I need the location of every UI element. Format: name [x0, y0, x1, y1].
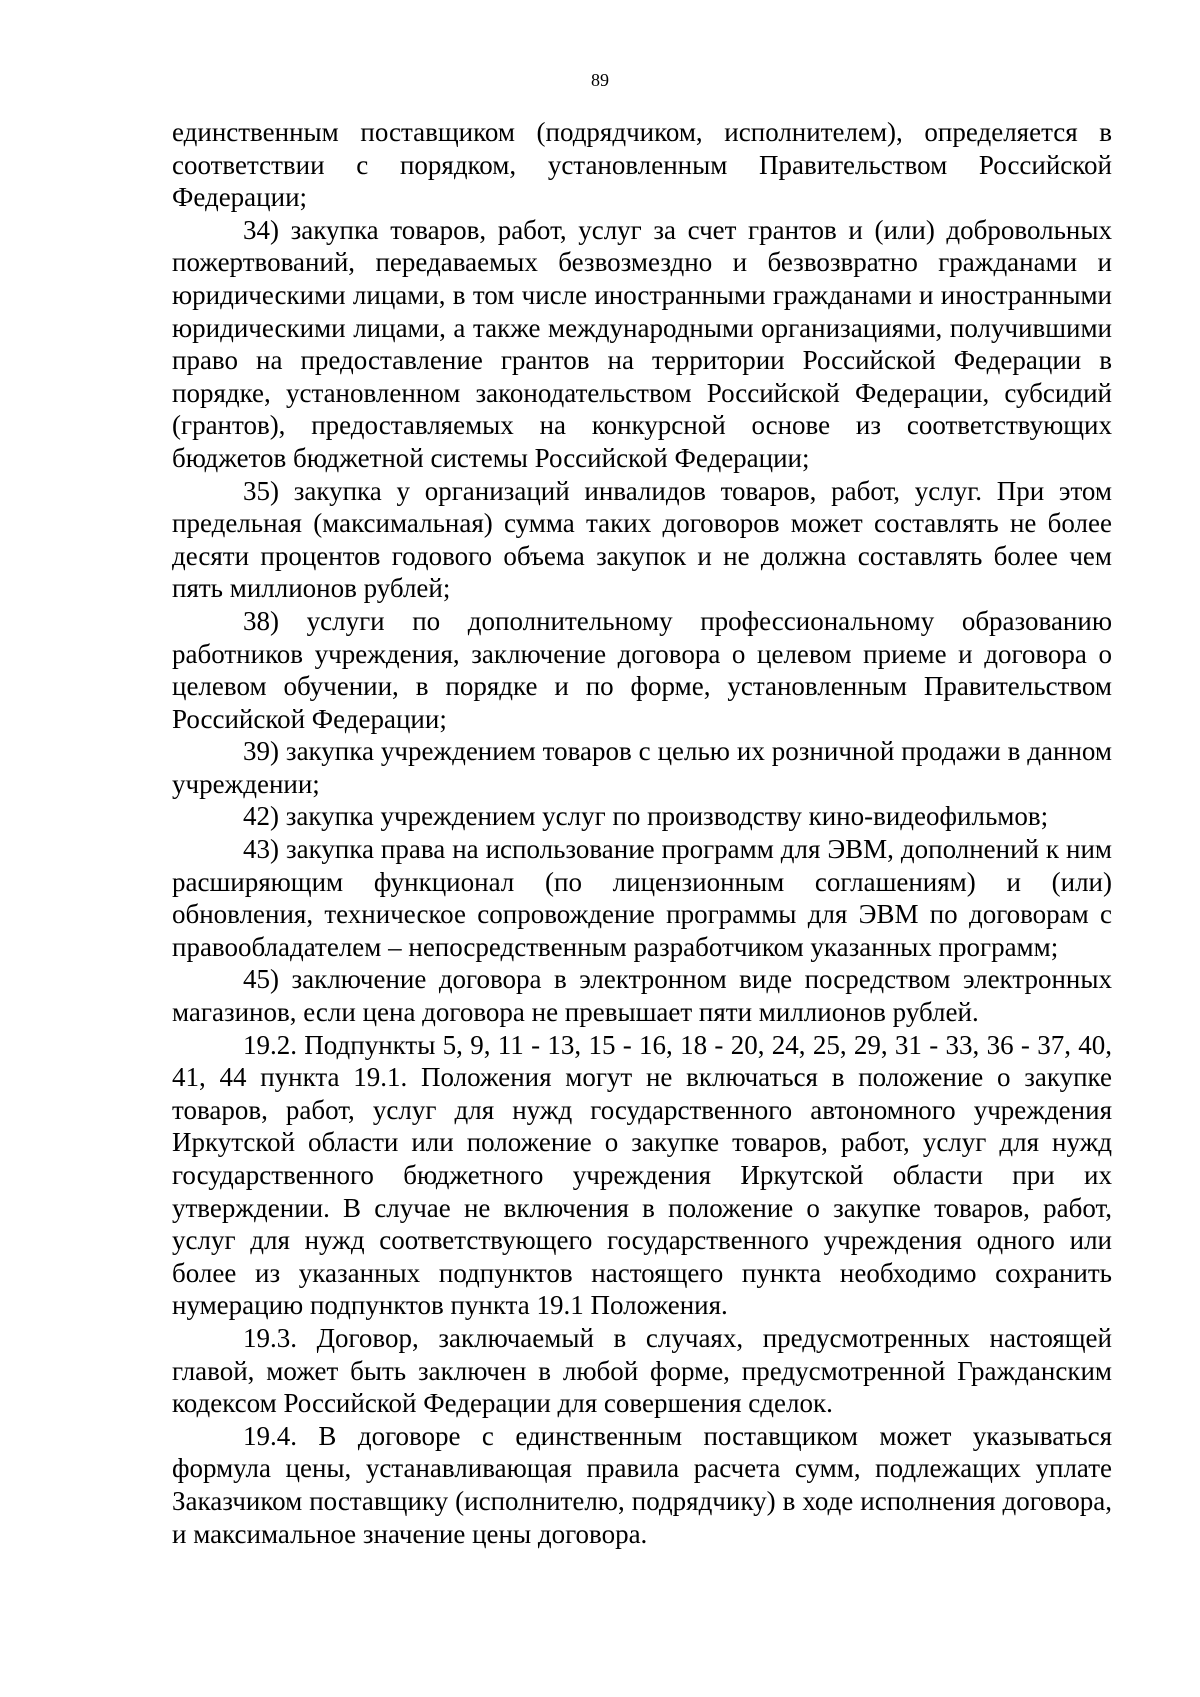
paragraph-clause-19-3: 19.3. Договор, заключаемый в случаях, предусмотренных настоящей главой, может быть заключен в любой форме, предусмотренной Гражданским кодексом Российской Федерации для совершения сделок.	[172, 1322, 1112, 1419]
paragraph-item-42: 42) закупка учреждением услуг по производству кино-видеофильмов;	[243, 801, 1049, 832]
page-number: 89	[591, 70, 609, 90]
paragraph-item-43: 43) закупка права на использование программ для ЭВМ, дополнений к ним расширяющим функционал (по лицензионным соглашениям) и (или) обновления, техническое сопровождение программы для ЭВМ по договорам с правообладателем – непосредственным разработчиком указанных программ;	[172, 834, 1112, 962]
paragraph-item-34: 34) закупка товаров, работ, услуг за счет грантов и (или) добровольных пожертвований, передаваемых безвозмездно и безвозвратно гражданами и юридическими лицами, в том числе иностранными гражданами и иностранными юридическими лицами, а также международными организациями, получившими право на предоставление грантов на территории Российской Федерации в порядке, установленном законодательством Российской Федерации, субсидий (грантов), предоставляемых на конкурсной основе из соответствующих бюджетов бюджетной системы Российской Федерации;	[172, 214, 1112, 473]
paragraph-item-38: 38) услуги по дополнительному профессиональному образованию работников учреждения, заключение договора о целевом приеме и договора о целевом обучении, в порядке и по форме, установленным Правительством Российской Федерации;	[172, 605, 1112, 734]
paragraph-clause-19-2: 19.2. Подпункты 5, 9, 11 - 13, 15 - 16, 18 - 20, 24, 25, 29, 31 - 33, 36 - 37, 40, 41, 44 пункта 19.1. Положения могут не включаться в положение о закупке товаров, работ, услуг для нужд государственного автономного учреждения Иркутской области или положение о закупке товаров, работ, услуг для нужд государственного бюджетного учреждения Иркутской области при их утверждении. В случае не включения в положение о закупке товаров, работ, услуг для нужд соответствующего государственного учреждения одного или более из указанных подпунктов настоящего пункта необходимо сохранить нумерацию подпунктов пункта 19.1 Положения.	[172, 1029, 1112, 1321]
paragraph-clause-19-4: 19.4. В договоре с единственным поставщиком может указываться формула цены, устанавливающая правила расчета сумм, подлежащих уплате Заказчиком поставщику (исполнителю, подрядчику) в ходе исполнения договора, и максимальное значение цены договора.	[172, 1420, 1112, 1549]
document-body	[172, 116, 1112, 1550]
paragraph-item-45: 45) заключение договора в электронном виде посредством электронных магазинов, если цена договора не превышает пяти миллионов рублей.	[172, 964, 1112, 1028]
paragraph-continuation: единственным поставщиком (подрядчиком, исполнителем), определяется в соответствии с порядком, установленным Правительством Российской Федерации;	[172, 117, 1112, 213]
paragraph-item-39: 39) закупка учреждением товаров с целью их розничной продажи в данном учреждении;	[172, 736, 1112, 799]
paragraph-item-35: 35) закупка у организаций инвалидов товаров, работ, услуг. При этом предельная (максимальная) сумма таких договоров может составлять не более десяти процентов годового объема закупок и не должна составлять более чем пять миллионов рублей;	[172, 475, 1112, 604]
